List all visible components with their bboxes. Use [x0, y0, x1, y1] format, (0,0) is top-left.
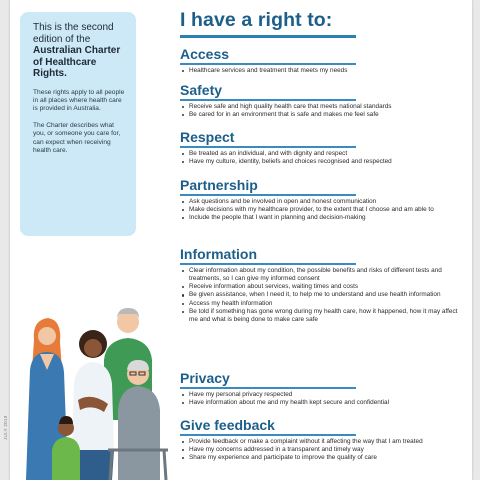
charter-name: Australian Charter of Healthcare Rights.: [33, 45, 121, 79]
section-underline: [180, 194, 356, 196]
list-item: Be told if something has gone wrong during my health care, how it happened, how it may affect me and what is being done to make care safe: [180, 308, 465, 325]
section-heading: Give feedback: [180, 417, 275, 433]
list-item: Clear information about my condition, the possible benefits and risks of different tests and treatments, so I can give my informed consent: [180, 267, 465, 284]
list-item: Ask questions and be involved in open and honest communication: [180, 198, 465, 206]
list-item: Include the people that I want in planning and decision-making: [180, 214, 465, 222]
list-item: Be given assistance, when I need it, to help me to understand and use health information: [180, 291, 465, 299]
section-access: [180, 47, 465, 75]
section-underline: [180, 146, 356, 148]
section-underline: [180, 263, 356, 265]
section-respect: [180, 130, 465, 166]
list-item: Have my concerns addressed in a transparent and timely way: [180, 446, 465, 454]
section-underline: [180, 434, 356, 436]
list-item: Have my personal privacy respected: [180, 391, 465, 399]
date-tag: JULY 2019: [3, 415, 8, 440]
list-item: Be cared for in an environment that is safe and makes me feel safe: [180, 111, 465, 119]
list-item: Access my health information: [180, 300, 465, 308]
charter-info-box: [20, 12, 136, 236]
section-underline: [180, 387, 356, 389]
section-give-feedback: [180, 418, 465, 462]
section-underline: [180, 63, 356, 65]
list-item: Be treated as an individual, and with dignity and respect: [180, 150, 465, 158]
list-item: Have information about me and my health kept secure and confidential: [180, 399, 465, 407]
list-item: Share my experience and participate to improve the quality of care: [180, 454, 465, 462]
people-illustration: [22, 300, 172, 480]
page-title: I have a right to:: [180, 9, 333, 31]
section-privacy: [180, 371, 465, 407]
list-item: Have my culture, identity, beliefs and choices recognised and respected: [180, 158, 465, 166]
list-item: Make decisions with my healthcare provider, to the extent that I choose and am able to: [180, 206, 465, 214]
edition-note: [33, 22, 128, 80]
title-underline: [180, 35, 356, 38]
section-partnership: [180, 178, 465, 222]
list-item: Receive information about services, waiting times and costs: [180, 283, 465, 291]
section-heading: Safety: [180, 82, 223, 98]
section-heading: Access: [180, 46, 230, 62]
section-information: [180, 247, 465, 325]
section-safety: [180, 83, 465, 119]
section-heading: Respect: [180, 129, 235, 145]
edition-line: This is the second edition of the: [33, 22, 114, 45]
charter-describes-text: The Charter describes what you, or someone you care for, can expect when receiving health care.: [33, 122, 121, 154]
section-heading: Partnership: [180, 177, 258, 193]
list-item: Healthcare services and treatment that meets my needs: [180, 67, 465, 75]
rights-apply-text: These rights apply to all people in all places where health care is provided in Australia.: [33, 88, 125, 112]
section-heading: Privacy: [180, 370, 230, 386]
section-underline: [180, 99, 356, 101]
list-item: Receive safe and high quality health care that meets national standards: [180, 103, 465, 111]
section-heading: Information: [180, 246, 257, 262]
list-item: Provide feedback or make a complaint without it affecting the way that I am treated: [180, 438, 465, 446]
